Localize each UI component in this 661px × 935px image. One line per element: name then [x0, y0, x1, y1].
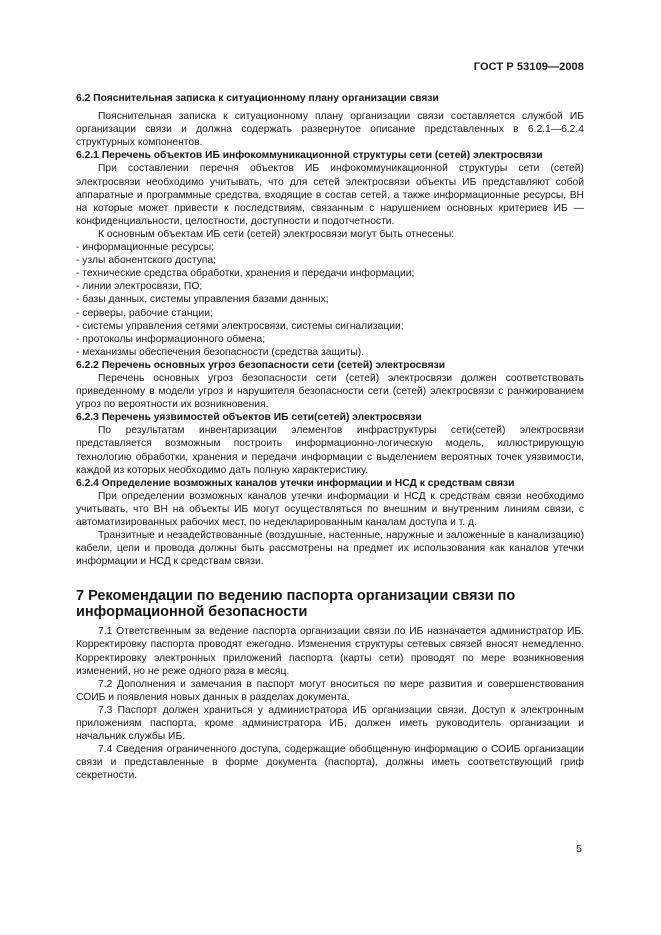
- paragraph: Транзитные и незадействованные (воздушные, настенные, наружные и заложенные в канализацию) кабели, цепи и провода должны быть рассмотрены на предмет их использования как каналов утечки информации и НСД к средствам связи.: [76, 530, 584, 568]
- paragraph: 7.4 Сведения ограниченного доступа, содержащие обобщенную информацию о СОИБ организации связи и представленные в форме документа (паспорта), должны иметь соответствующий гриф секретности.: [76, 744, 584, 782]
- list-item: - узлы абонентского доступа;: [76, 255, 217, 267]
- paragraph: По результатам инвентаризации элементов инфраструктуры сети(сетей) электросвязи представляется возможным построить информационно-логическую модель, иллюстрирующую технологию обработки, хранения и передачи информации с выделением вероятных точек уязвимости, каждой из которых необходимо дать полную характеристику.: [76, 425, 584, 476]
- heading-6-2-2: 6.2.2 Перечень основных угроз безопасности сети (сетей) электросвязи: [76, 359, 446, 371]
- heading-6-2-1: 6.2.1 Перечень объектов ИБ инфокоммуникационной структуры сети (сетей) электросвязи: [76, 150, 543, 162]
- standard-code: ГОСТ Р 53109—2008: [473, 61, 584, 73]
- paragraph: 7.1 Ответственным за ведение паспорта организации связи по ИБ назначается администратор ИБ. Корректировку паспорта проводят ежегодно. Изменения структуры сетевых связей вносят немедленно. Корректировку электронных приложений паспорта (карты сети) проводят по мере возникновения изменений, но не реже одного раза в месяц.: [76, 626, 584, 677]
- paragraph: 7.3 Паспорт должен храниться у администратора ИБ организации связи. Доступ к электронным приложениям паспорта, кроме администратора ИБ, должен иметь руководитель организации и начальник службы ИБ.: [76, 704, 584, 743]
- paragraph: При составлении перечня объектов ИБ инфокоммуникационной структуры сети (сетей) электросвязи необходимо учитывать, что для сетей электросвязи объекты ИБ представляют собой аппаратные и программные средства, входящие в состав сетей, а также информационные ресурсы, ВН на которые может привести к последствиям, связанным с нарушением основных критериев ИБ — конфиденциальности, целостности, доступности и подотчетности.: [76, 163, 584, 227]
- heading-6-2-3: 6.2.3 Перечень уязвимостей объектов ИБ сети(сетей) электросвязи: [76, 412, 422, 424]
- heading-6-2: 6.2 Пояснительная записка к ситуационному плану организации связи: [76, 93, 439, 104]
- paragraph: К основным объектам ИБ сети (сетей) электросвязи могут быть отнесены:: [98, 228, 455, 240]
- page-number: 5: [576, 843, 582, 855]
- object-list: [76, 241, 584, 359]
- list-item: - информационные ресурсы;: [76, 242, 214, 254]
- paragraph: Перечень основных угроз безопасности сети (сетей) электросвязи должен соответствовать приведенному в модели угроз и нарушителя безопасности сети (сетей) электросвязи с ранжированием угроз по вероятности их возникновения.: [76, 372, 584, 411]
- heading-7: 7 Рекомендации по ведению паспорта организации связи по информационной безопасности: [76, 588, 516, 621]
- list-item: - технические средства обработки, хранения и передачи информации;: [76, 268, 415, 280]
- list-item: - серверы, рабочие станции;: [76, 307, 213, 319]
- paragraph: 7.2 Дополнения и замечания в паспорт могут вноситься по мере развития и совершенствования СОИБ и появления новых данных в разделах документа.: [76, 678, 584, 703]
- heading-6-2-4: 6.2.4 Определение возможных каналов утечки информации и НСД к средствам связи: [76, 477, 515, 489]
- list-item: - линии электросвязи, ПО;: [76, 281, 203, 293]
- list-item: - протоколы информационного обмена;: [76, 333, 266, 345]
- list-item: - системы управления сетями электросвязи, системы сигнализации;: [76, 320, 404, 332]
- list-item: - базы данных, системы управления базами данных;: [76, 294, 329, 306]
- list-item: - механизмы обеспечения безопасности (средства защиты).: [76, 346, 365, 358]
- paragraph: Пояснительная записка к ситуационному плану организации связи составляется службой ИБ организации связи и должна содержать развернутое описание представленных в 6.2.1—6.2.4 структурных компонентов.: [76, 111, 584, 149]
- paragraph: При определении возможных каналов утечки информации и НСД к средствам связи необходимо учитывать, что ВН на объекты ИБ могут осуществляться по внешним и внутренним линиям связи, с автоматизированных рабочих мест, по недекларированным каналам доступа и т. д.: [76, 490, 584, 528]
- document-body: [76, 92, 584, 783]
